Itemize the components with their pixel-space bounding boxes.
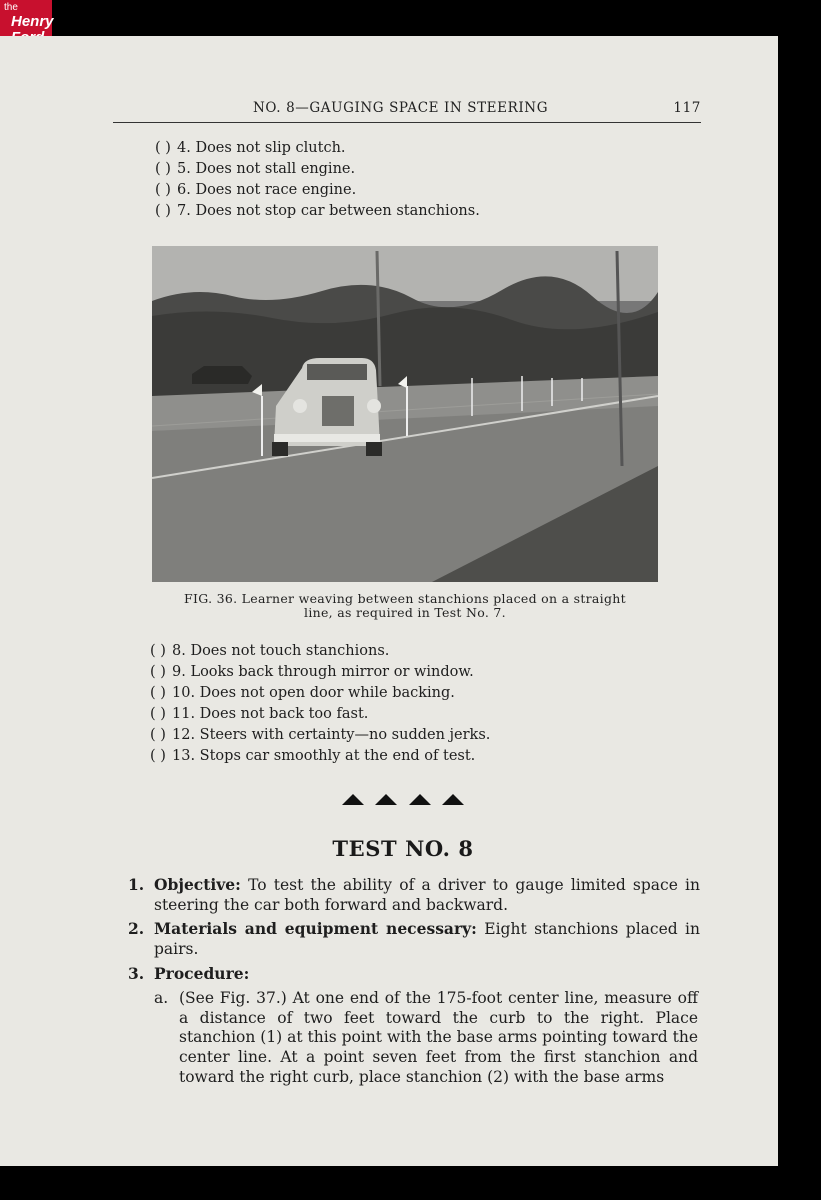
item-label: Materials and equipment necessary:: [154, 919, 477, 938]
item-text: Eight stanchions placed in pairs.: [154, 920, 700, 958]
triangle-icon: [442, 794, 464, 805]
photo-car-between-stanchions: [152, 246, 658, 582]
checklist-item-text: 5. Does not stall engine.: [177, 161, 356, 177]
logo-the: the: [4, 2, 18, 13]
checklist-item-text: 8. Does not touch stanchions.: [172, 643, 390, 659]
checkbox-parentheses: ( ): [150, 664, 166, 680]
triangle-icon: [342, 794, 364, 805]
item-label: Procedure:: [154, 964, 250, 983]
caption-line-1: FIG. 36. Learner weaving between stanchions placed on a straight: [184, 591, 626, 606]
test-item-procedure: [128, 964, 700, 985]
header-title: NO. 8—GAUGING SPACE IN STEERING: [253, 100, 549, 116]
item-number: 1.: [128, 875, 145, 894]
checklist-item: [150, 725, 490, 746]
test-item-materials: [128, 919, 700, 959]
checklist-item-text: 13. Stops car smoothly at the end of test.: [172, 748, 476, 764]
book-page: [0, 36, 778, 1166]
checklist-item: [155, 180, 480, 201]
item-number: 2.: [128, 919, 145, 938]
item-text: To test the ability of a driver to gauge limited space in steering the car both forward and backward.: [154, 876, 700, 914]
checklist-item: [155, 159, 480, 180]
checklist-item: [150, 746, 490, 767]
checklist-item-text: 4. Does not slip clutch.: [177, 140, 346, 156]
checkbox-parentheses: ( ): [155, 161, 171, 177]
page-number: 117: [673, 100, 701, 116]
checklist-item-text: 12. Steers with certainty—no sudden jerks.: [172, 727, 491, 743]
checkbox-parentheses: ( ): [155, 140, 171, 156]
checklist-item: [150, 704, 490, 725]
caption-line-2: line, as required in Test No. 7.: [304, 605, 506, 620]
step-text: (See Fig. 37.) At one end of the 175-foot center line, measure off a distance of two feet toward the curb to the right. Place stanchion (1) at this point with the base arms pointing toward the center line. At a point seven feet from the first stanchion and toward the right curb, place stanchion (2) with the base arms: [179, 989, 698, 1086]
triangle-icon: [375, 794, 397, 805]
checklist-item-text: 10. Does not open door while backing.: [172, 685, 455, 701]
checkbox-parentheses: ( ): [155, 203, 171, 219]
logo-henry: Henry: [11, 13, 54, 30]
item-number: 3.: [128, 964, 145, 983]
checklist-item-text: 6. Does not race engine.: [177, 182, 357, 198]
checklist-item: [150, 641, 490, 662]
test-heading: TEST NO. 8: [332, 836, 474, 861]
checklist-item-text: 11. Does not back too fast.: [172, 706, 369, 722]
checklist-item: [150, 683, 490, 704]
section-divider-triangles: [342, 794, 464, 808]
checkbox-parentheses: ( ): [150, 685, 166, 701]
figure-photo: [152, 246, 658, 582]
figure-caption: [160, 592, 650, 620]
checklist-item: [155, 201, 480, 222]
checkbox-parentheses: ( ): [150, 643, 166, 659]
checkbox-parentheses: ( ): [155, 182, 171, 198]
checklist-item-text: 9. Looks back through mirror or window.: [172, 664, 474, 680]
checklist-bottom: [150, 641, 490, 767]
checkbox-parentheses: ( ): [150, 706, 166, 722]
procedure-step-a: [154, 989, 698, 1088]
checklist-item-text: 7. Does not stop car between stanchions.: [177, 203, 480, 219]
test-item-objective: [128, 875, 700, 915]
triangle-icon: [409, 794, 431, 805]
checkbox-parentheses: ( ): [150, 727, 166, 743]
running-header: [113, 100, 701, 123]
checklist-item: [155, 138, 480, 159]
checkbox-parentheses: ( ): [150, 748, 166, 764]
checklist-top: [155, 138, 480, 222]
step-letter: a.: [154, 989, 169, 1007]
checklist-item: [150, 662, 490, 683]
item-label: Objective:: [154, 875, 241, 894]
